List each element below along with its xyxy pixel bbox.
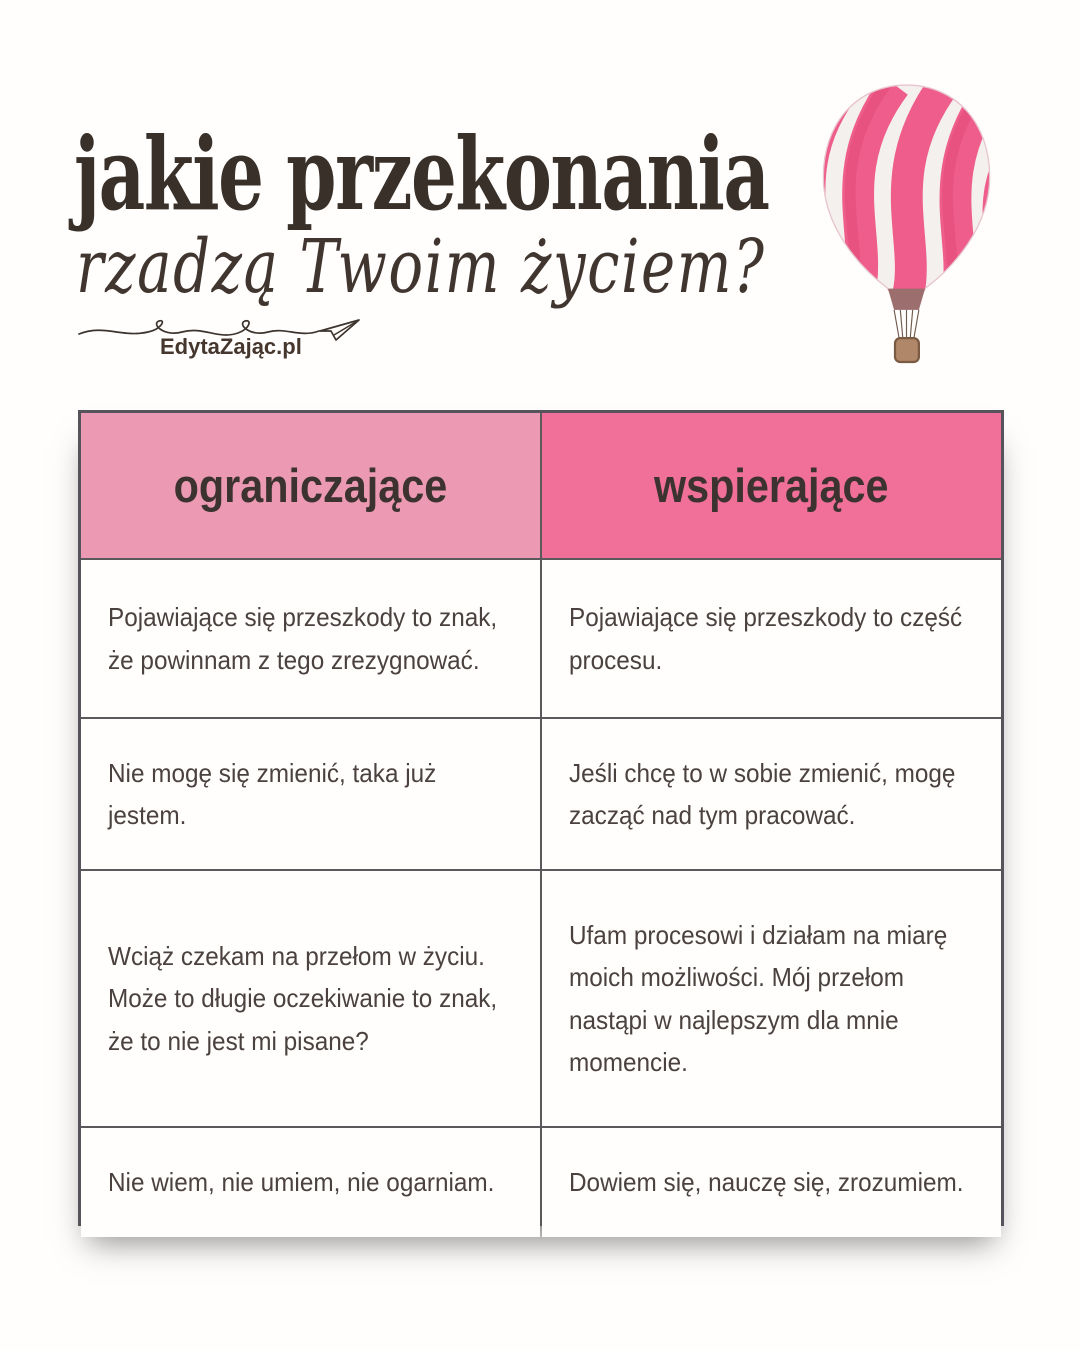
hot-air-balloon-illustration <box>803 78 1010 370</box>
brand-name: EdytaZając.pl <box>160 334 302 359</box>
belief-supporting-1: Pojawiające się przeszkody to część procesu. <box>569 602 963 675</box>
belief-supporting-3: Ufam procesowi i działam na miarę moich możliwości. Mój przełom nastąpi w najlepszym dla mnie momencie. <box>569 920 948 1077</box>
belief-supporting-4: Dowiem się, nauczę się, zrozumiem. <box>569 1167 964 1198</box>
page-subtitle: rzadzą Twoim życiem? <box>76 224 766 310</box>
belief-supporting-2: Jeśli chcę to w sobie zmienić, mogę zacząć nad tym pracować. <box>569 757 956 830</box>
table-cell <box>542 1128 1001 1237</box>
table-cell <box>542 719 1001 869</box>
table-cell <box>81 560 540 717</box>
belief-limiting-4: Nie wiem, nie umiem, nie ogarniam. <box>108 1167 495 1198</box>
column-header-supporting-label: wspierające <box>654 459 889 512</box>
belief-limiting-3: Wciąż czekam na przełom w życiu. Może to długie oczekiwanie to znak, że to nie jest mi pisane? <box>108 941 498 1056</box>
column-header-limiting <box>81 413 540 558</box>
table-cell <box>81 871 540 1126</box>
beliefs-table <box>78 410 1004 1226</box>
belief-limiting-1: Pojawiające się przeszkody to znak, że powinnam z tego zrezygnować. <box>108 602 498 675</box>
table-cell <box>542 560 1001 717</box>
table-cell <box>81 1128 540 1237</box>
table-cell <box>542 871 1001 1126</box>
column-header-limiting-label: ograniczające <box>173 459 448 512</box>
column-header-supporting <box>542 413 1001 558</box>
table-cell <box>81 719 540 869</box>
belief-limiting-2: Nie mogę się zmienić, taka już jestem. <box>108 757 437 830</box>
page-title: jakie przekonania <box>74 115 769 233</box>
